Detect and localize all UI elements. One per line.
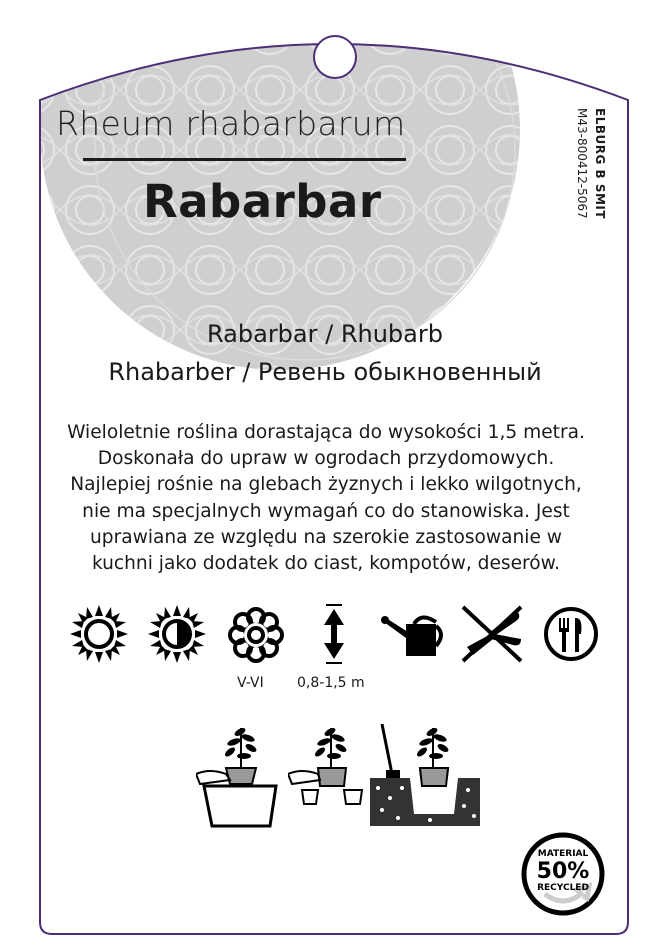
- description-line: nie ma specjalnych wymagań co do stanowiska. Jest: [82, 500, 570, 522]
- watering-can-icon: [380, 612, 448, 658]
- badge-percent: 50%: [536, 859, 590, 884]
- partial-shade-icon: [148, 605, 206, 663]
- badge-line-2: RECYCLED: [537, 883, 589, 893]
- product-code: M43-800412-5067: [575, 108, 589, 219]
- names-line-1: Rabarbar / Rhubarb: [207, 320, 443, 348]
- description-line: Wieloletnie roślina dorastająca do wysokości 1,5 metra.: [67, 422, 585, 443]
- no-pruning-icon: [459, 603, 525, 665]
- planting-in-ground-illustration: [370, 718, 480, 828]
- latin-name: Rheum rhabarbarum: [56, 104, 406, 143]
- flowering-period: V-VI: [237, 675, 264, 691]
- title-divider: [83, 158, 406, 161]
- remove-from-pot-illustration: [288, 718, 372, 818]
- badge-line-1: MATERIAL: [537, 849, 589, 859]
- description-line: Doskonała do upraw w ogrodach przydomowych.: [97, 448, 555, 470]
- names-line-2: Rhabarber / Ревень обыкновенный: [108, 358, 542, 386]
- plant-in-pot-illustration: [196, 718, 286, 828]
- height-range: 0,8-1,5 m: [297, 675, 365, 691]
- recycled-material-badge: [521, 832, 605, 916]
- description-line: kuchni jako dodatek do ciast, kompotów, deserów.: [91, 553, 561, 575]
- description: [40, 420, 612, 577]
- brand-name: ELBURG B SMIT: [593, 108, 607, 220]
- common-name-title: Rabarbar: [143, 175, 382, 228]
- description-line: uprawiana ze względu na szerokie zastosowanie w: [89, 526, 563, 548]
- height-icon: [320, 603, 348, 665]
- edible-icon: [543, 606, 599, 662]
- flowering-icon: [228, 607, 284, 663]
- description-line: Najlepiej rośnie na glebach żyznych i lekko wilgotnych,: [70, 474, 582, 496]
- full-sun-icon: [70, 605, 128, 663]
